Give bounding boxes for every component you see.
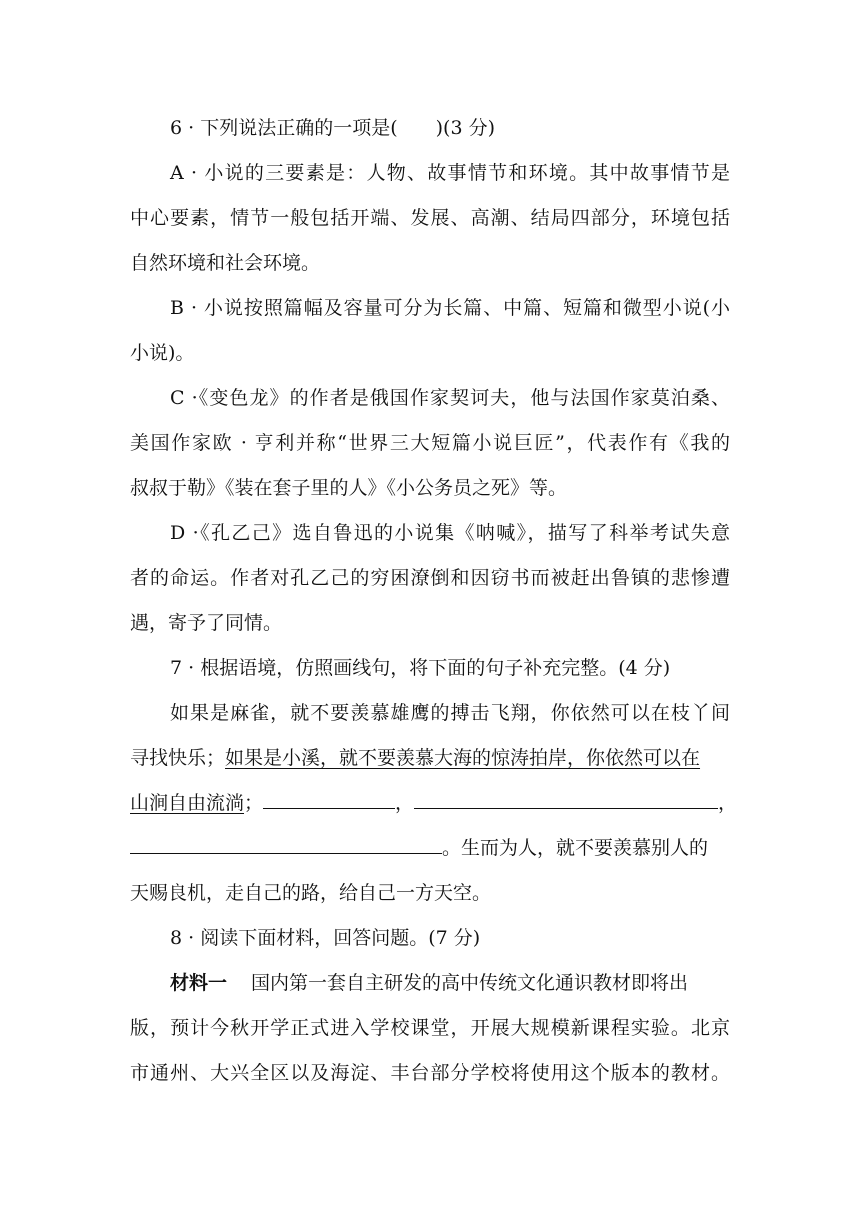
- q6-option-c-line-2: 美国作家欧 · 亨利并称“世界三大短篇小说巨匠”，代表作有《我的: [130, 432, 730, 454]
- q7-line-3: [130, 790, 738, 816]
- q7-comma-1: ，: [395, 792, 415, 814]
- q6-option-d-line-2: 者的命运。作者对孔乙己的穷困潦倒和因窃书而被赶出鲁镇的悲惨遭: [130, 567, 730, 589]
- q8-material-1-line-2: 版，预计今秋开学正式进入学校课堂，开展大规模新课程实验。北京: [130, 1017, 730, 1039]
- q6-option-a-line-1: A · 小说的三要素是：人物、故事情节和环境。其中故事情节是: [170, 162, 730, 184]
- q7-line-3-semicolon: ；: [244, 792, 264, 814]
- q7-line-2: [130, 745, 730, 771]
- q6-option-c-line-3: 叔叔于勒》《装在套子里的人》《小公务员之死》等。: [130, 477, 568, 499]
- q7-line-2-prefix: 寻找快乐；: [130, 747, 226, 769]
- q7-underlined-sentence-part-2: 山涧自由流淌: [130, 792, 245, 814]
- q7-line-1: 如果是麻雀，就不要羡慕雄鹰的搏击飞翔，你依然可以在枝丫间: [170, 702, 730, 724]
- answer-blank-1[interactable]: [263, 790, 395, 809]
- q6-option-a-line-3: 自然环境和社会环境。: [130, 252, 321, 274]
- material-1-text-start: 国内第一套自主研发的高中传统文化通识教材即将出: [251, 972, 689, 994]
- q6-option-b-line-2: 小说)。: [130, 342, 195, 364]
- answer-blank-2[interactable]: [414, 790, 718, 809]
- q7-underlined-sentence-part-1: 如果是小溪，就不要羡慕大海的惊涛拍岸，你依然可以在: [225, 747, 701, 769]
- q8-material-1-line-1: [170, 970, 730, 996]
- q6-option-d-line-1: D ·《孔乙己》选自鲁迅的小说集《呐喊》，描写了科举考试失意: [170, 522, 730, 544]
- q6-option-b-line-1: B · 小说按照篇幅及容量可分为长篇、中篇、短篇和微型小说(小: [170, 297, 730, 319]
- q7-comma-2: ，: [718, 792, 738, 814]
- q6-option-d-line-3: 遇，寄予了同情。: [130, 612, 283, 634]
- q8-stem: 8 · 阅读下面材料，回答问题。(7 分): [170, 927, 481, 949]
- q8-material-1-line-3: 市通州、大兴全区以及海淀、丰台部分学校将使用这个版本的教材。: [130, 1062, 730, 1084]
- answer-blank-3[interactable]: [130, 835, 442, 854]
- q7-line-5: 天赐良机，走自己的路，给自己一方天空。: [130, 882, 492, 904]
- q7-line-4-text: 。生而为人，就不要羡慕别人的: [442, 837, 709, 859]
- material-1-label: 材料一: [170, 972, 228, 994]
- q6-stem: 6 · 下列说法正确的一项是( )(3 分): [170, 117, 495, 139]
- q7-line-4: [130, 835, 730, 861]
- q7-stem: 7 · 根据语境，仿照画线句，将下面的句子补充完整。(4 分): [170, 657, 671, 679]
- q6-option-a-line-2: 中心要素，情节一般包括开端、发展、高潮、结局四部分，环境包括: [130, 207, 730, 229]
- q6-option-c-line-1: C ·《变色龙》的作者是俄国作家契诃夫，他与法国作家莫泊桑、: [170, 387, 730, 409]
